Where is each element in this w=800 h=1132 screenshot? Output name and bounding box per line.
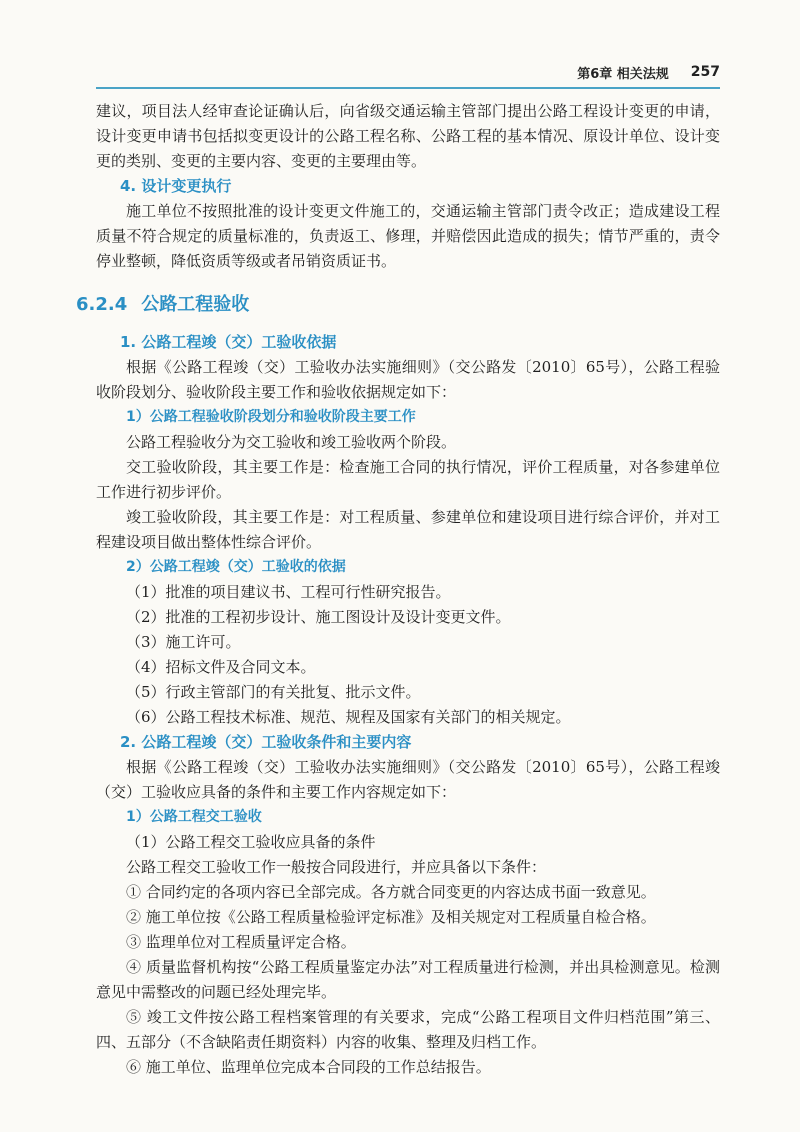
paragraph: 根据《公路工程竣（交）工验收办法实施细则》（交公路发〔2010〕65号），公路工程竣（交）工验收应具备的条件和主要工作内容规定如下： [96, 758, 720, 801]
chapter-title: 第6章 相关法规 [577, 66, 669, 82]
subheading-acceptance-stages: 1）公路工程验收阶段划分和验收阶段主要工作 [126, 409, 416, 425]
page-number: 257 [690, 64, 720, 80]
condition-item: ⑤ 竣工文件按公路工程档案管理的有关要求，完成“公路工程项目文件归档范围”第三、四、五部分（不含缺陷责任期资料）内容的收集、整理及归档工作。 [96, 1008, 720, 1051]
heading-acceptance-basis: 1. 公路工程竣（交）工验收依据 [120, 333, 337, 351]
subheading-handover-acceptance: 1）公路工程交工验收 [126, 809, 262, 825]
paragraph: 交工验收阶段，其主要工作是：检查施工合同的执行情况，评价工程质量，对各参建单位工作进行初步评价。 [96, 458, 720, 501]
paragraph: 公路工程交工验收工作一般按合同段进行，并应具备以下条件： [126, 858, 547, 876]
running-header [96, 62, 720, 82]
condition-item: ⑥ 施工单位、监理单位完成本合同段的工作总结报告。 [126, 1058, 491, 1076]
paragraph: 建议，项目法人经审查论证确认后，向省级交通运输主管部门提出公路工程设计变更的申请，设计变更申请书包括拟变更设计的公路工程名称、公路工程的基本情况、原设计单位、设计变更的类别、变更的主要内容、变更的主要理由等。 [96, 102, 720, 170]
page-body [76, 99, 720, 1080]
paragraph: 公路工程验收分为交工验收和竣工验收两个阶段。 [126, 433, 457, 451]
subheading-acceptance-basis: 2）公路工程竣（交）工验收的依据 [126, 559, 346, 575]
paragraph: 施工单位不按照批准的设计变更文件施工的，交通运输主管部门责令改正；造成建设工程质量不符合规定的质量标准的，负责返工、修理，并赔偿因此造成的损失；情节严重的，责令停业整顿，降低资质等级或者吊销资质证书。 [96, 202, 720, 270]
heading-design-change-execution: 4. 设计变更执行 [120, 177, 232, 195]
list-item: （6）公路工程技术标准、规范、规程及国家有关部门的相关规定。 [126, 708, 571, 726]
paragraph: 竣工验收阶段，其主要工作是：对工程质量、参建单位和建设项目进行综合评价，并对工程建设项目做出整体性综合评价。 [96, 508, 720, 551]
section-heading [76, 292, 720, 318]
header-rule [96, 87, 720, 89]
section-number: 6.2.4 [76, 294, 128, 315]
heading-acceptance-conditions: 2. 公路工程竣（交）工验收条件和主要内容 [120, 733, 412, 751]
list-item: （5）行政主管部门的有关批复、批示文件。 [126, 683, 421, 701]
paragraph: 根据《公路工程竣（交）工验收办法实施细则》（交公路发〔2010〕65号），公路工程验收阶段划分、验收阶段主要工作和验收依据规定如下： [96, 358, 720, 401]
condition-item: ② 施工单位按《公路工程质量检验评定标准》及相关规定对工程质量自检合格。 [126, 908, 656, 926]
list-item: （4）招标文件及合同文本。 [126, 658, 316, 676]
list-item: （2）批准的工程初步设计、施工图设计及设计变更文件。 [126, 608, 511, 626]
condition-item: ④ 质量监督机构按“公路工程质量鉴定办法”对工程质量进行检测，并出具检测意见。检测意见中需整改的问题已经处理完毕。 [96, 958, 720, 1001]
condition-item: ③ 监理单位对工程质量评定合格。 [126, 933, 356, 951]
list-item: （1）批准的项目建议书、工程可行性研究报告。 [126, 583, 451, 601]
section-title: 公路工程验收 [141, 294, 250, 315]
condition-item: ① 合同约定的各项内容已全部完成。各方就合同变更的内容达成书面一致意见。 [126, 883, 656, 901]
list-item: （3）施工许可。 [126, 633, 241, 651]
list-heading: （1）公路工程交工验收应具备的条件 [126, 833, 376, 851]
